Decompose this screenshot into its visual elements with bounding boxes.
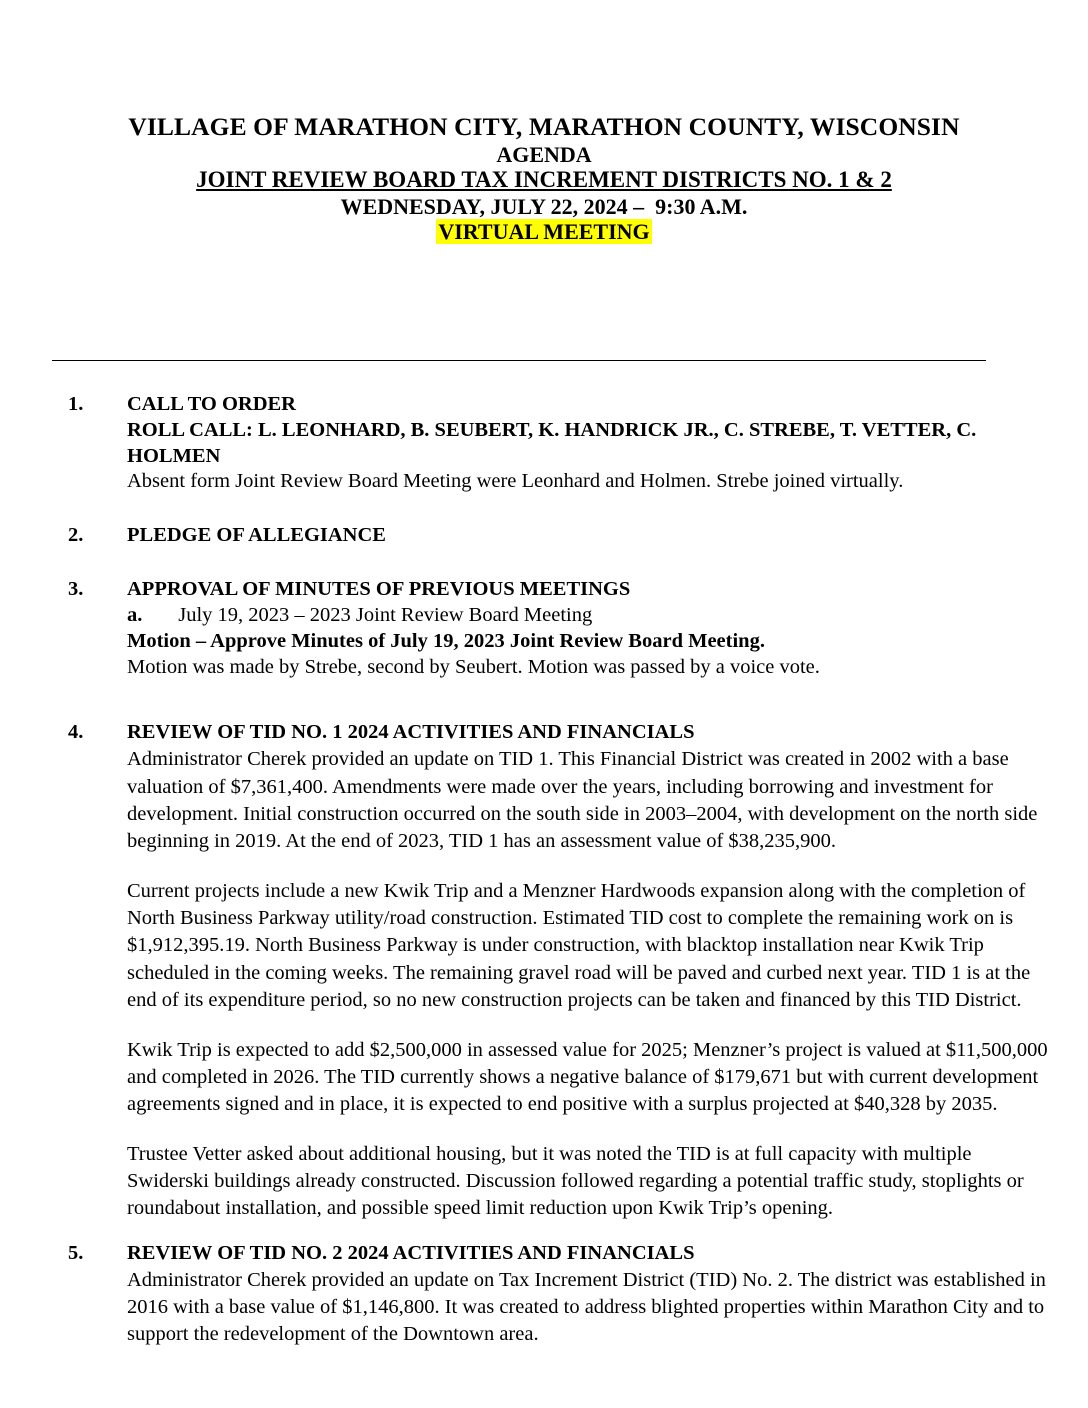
title-line-board: JOINT REVIEW BOARD TAX INCREMENT DISTRICTS NO. 1 & 2 — [196, 167, 892, 193]
spacer-item4-p3-p4 — [127, 1119, 1050, 1141]
agenda-item-5 — [0, 1241, 1088, 1349]
agenda-item-5-heading: REVIEW OF TID NO. 2 2024 ACTIVITIES AND FINANCIALS — [127, 1241, 695, 1264]
spacer-after-item-4 — [0, 1223, 1088, 1241]
spacer-item4-p2-p3 — [127, 1015, 1050, 1037]
agenda-item-3-heading: APPROVAL OF MINUTES OF PREVIOUS MEETINGS — [127, 578, 631, 601]
title-line-datetime: WEDNESDAY, JULY 22, 2024 – 9:30 A.M. — [340, 193, 748, 219]
agenda-item-4-heading: REVIEW OF TID NO. 1 2024 ACTIVITIES AND FINANCIALS — [127, 721, 695, 744]
title-line-municipality: VILLAGE OF MARATHON CITY, MARATHON COUNTY, WISCONSIN — [128, 112, 960, 141]
spacer-after-item-1 — [0, 495, 1088, 523]
agenda-item-1-number: 1. — [68, 393, 84, 415]
agenda-item-1 — [0, 392, 1088, 495]
title-line-meeting-mode — [0, 219, 1088, 245]
agenda-item-4-number: 4. — [68, 721, 84, 744]
title-line-agenda: AGENDA — [496, 141, 592, 167]
spacer-after-item-3 — [0, 680, 1088, 720]
horizontal-rule — [52, 360, 986, 361]
spacer-after-item-2 — [0, 549, 1088, 577]
agenda-item-4-paragraph-2: Current projects include a new Kwik Trip and a Menzner Hardwoods expansion along with the completion of North Business Parkway utility/road construction. Estimated TID cost to complete the remaining work on is $1,912,395.19. North Business Parkway is under construction, with blacktop installation near Kwik Trip scheduled in the coming weeks. The remaining gravel road will be paved and curbed next year. TID 1 is at the end of its expenditure period, so no new construction projects can be taken and financed by this TID District. — [127, 879, 1031, 1012]
agenda-item-4 — [0, 720, 1088, 1222]
agenda-item-4-paragraph-3: Kwik Trip is expected to add $2,500,000 in assessed value for 2025; Menzner’s project is valued at $11,500,000 and completed in 2026. The TID currently shows a negative balance of $179,671 but with current development agreements signed and in place, it is expected to end positive with a surplus projected at $40,328 by 2035. — [127, 1038, 1048, 1116]
agenda-item-3-motion-result: Motion was made by Strebe, second by Seubert. Motion was passed by a voice vote. — [127, 655, 820, 678]
agenda-item-3-number: 3. — [68, 578, 84, 601]
agenda-item-3-sub-a-letter: a. — [127, 603, 143, 626]
agenda-item-3-motion: Motion – Approve Minutes of July 19, 2023 Joint Review Board Meeting. — [127, 629, 765, 652]
agenda-item-2-number: 2. — [68, 524, 84, 547]
agenda-item-3-sub-a-text: July 19, 2023 – 2023 Joint Review Board Meeting — [178, 603, 593, 626]
agenda-item-1-roll-call: ROLL CALL: L. LEONHARD, B. SEUBERT, K. HANDRICK JR., C. STREBE, T. VETTER, C. HOLMEN — [127, 418, 977, 467]
virtual-meeting-highlight: VIRTUAL MEETING — [438, 219, 650, 245]
agenda-item-1-attendance-note: Absent form Joint Review Board Meeting were Leonhard and Holmen. Strebe joined virtually. — [127, 470, 904, 493]
agenda-item-3-sub-a — [127, 603, 1046, 629]
agenda-item-4-paragraph-1: Administrator Cherek provided an update on TID 1. This Financial District was created in 2002 with a base valuation of $7,361,400. Amendments were made over the years, including borrowing and investment for development. Initial construction occurred on the south side in 2003–2004, with development on the north side beginning in 2019. At the end of 2023, TID 1 has an assessment value of $38,235,900. — [127, 748, 1038, 853]
agenda-item-3-sub-a-spacer — [142, 604, 178, 626]
agenda-item-5-paragraph-1: Administrator Cherek provided an update on Tax Increment District (TID) No. 2. The district was established in 2016 with a base value of $1,146,800. It was created to address blighted properties within Marathon City and to support the redevelopment of the Downtown area. — [127, 1268, 1046, 1346]
document-title-block — [0, 0, 1088, 245]
spacer-item4-p1-p2 — [127, 856, 1050, 878]
agenda-item-2 — [0, 523, 1088, 549]
header-divider — [52, 360, 986, 361]
agenda-item-1-heading: CALL TO ORDER — [127, 393, 296, 415]
agenda-item-5-number: 5. — [68, 1241, 84, 1264]
agenda-item-2-heading: PLEDGE OF ALLEGIANCE — [127, 524, 386, 547]
agenda-item-3 — [0, 577, 1088, 680]
agenda-body — [0, 392, 1088, 1349]
agenda-item-4-paragraph-4: Trustee Vetter asked about additional housing, but it was noted the TID is at full capacity with multiple Swiderski buildings already constructed. Discussion followed regarding a potential traffic study, stoplights or roundabout installation, and possible speed limit reduction upon Kwik Trip’s opening. — [127, 1142, 1024, 1220]
